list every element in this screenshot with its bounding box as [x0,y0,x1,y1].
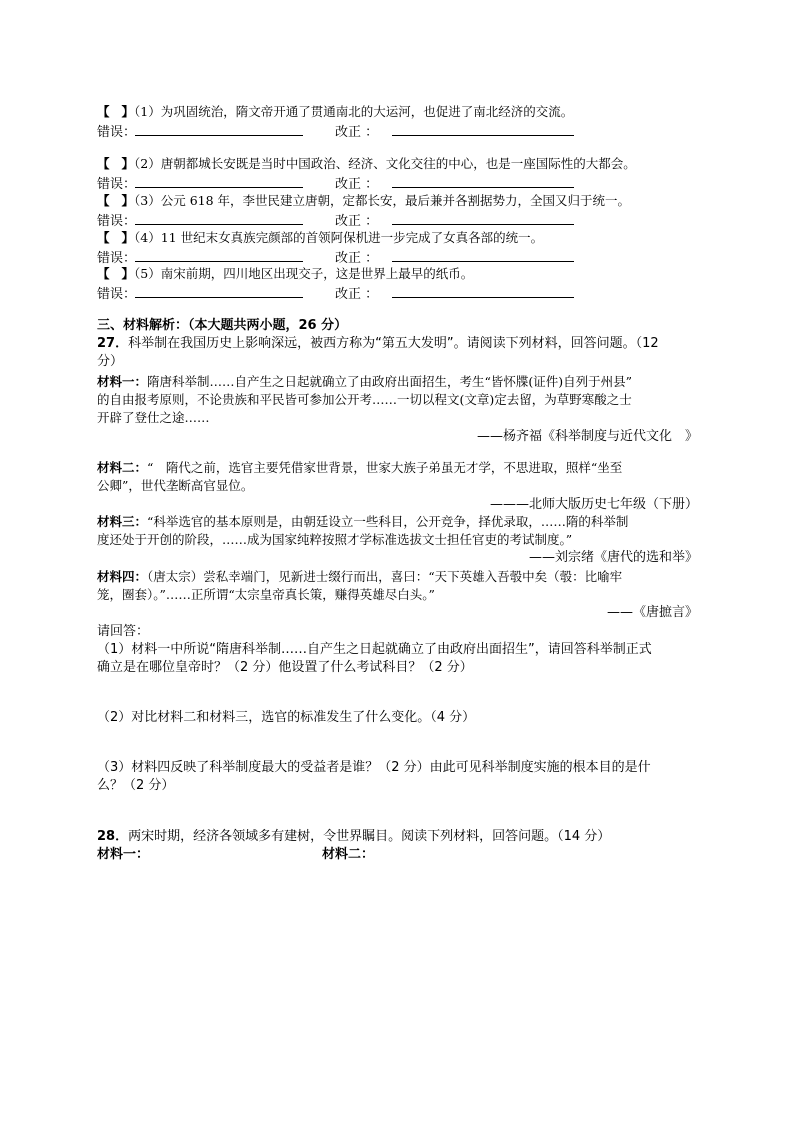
statement-text: （1）为巩固统治，隋文帝开通了贯通南北的大运河，也促进了南北经济的交流。 [134,104,574,119]
material-2-line: 公卿”，世代垄断高官显位。 [97,478,254,493]
correction-row-5 [97,283,574,304]
material-4-source: ——《唐摭言》 [606,605,698,620]
question-28-material-1-label: 材料一： [97,847,150,862]
answer-bracket-right: 】 [121,193,135,208]
material-text: 隋唐科举制……自产生之日起就确立了由政府出面招生，考生“皆怀牒(证件)自列于州县” [147,374,633,389]
answer-prompt: 请回答： [97,624,150,639]
fix-field[interactable] [392,210,574,225]
answer-bracket-right: 】 [121,104,135,119]
question-text: 科举制在我国历史上影响深远，被西方称为“第五大发明”。请阅读下列材料，回答问题。（12 [128,336,659,351]
error-label: 错误： [97,251,137,266]
material-1-source: ——杨齐福《科举制度与近代文化 》 [476,429,698,444]
material-1-line [97,373,632,391]
answer-bracket-left: 【 [97,104,110,119]
answer-bracket-right: 】 [121,230,135,245]
answer-bracket-left: 【 [97,156,110,171]
fix-label: 改正 ： [335,125,379,140]
correction-item-3 [97,192,630,210]
material-text: “科举选官的基本原则是，由朝廷设立一些科目，公开竞争，择优录取，……隋的科举制 [147,514,629,529]
correction-item-4 [97,229,543,247]
error-label: 错误： [97,214,137,229]
statement-text: （3）公元 618 年，李世民建立唐朝，定都长安，最后兼并各割据势力，全国又归于统一。 [134,193,631,208]
answer-bracket-left: 【 [97,266,110,281]
question-text: 两宋时期，经济各领域多有建树，令世界瞩目。阅读下列材料，回答问题。（14 分） [128,829,611,844]
answer-bracket-left: 【 [97,193,110,208]
answer-bracket-left: 【 [97,230,110,245]
material-2-line [97,459,622,477]
error-label: 错误： [97,287,137,302]
error-field[interactable] [135,210,303,225]
fix-label: 改正 ： [335,177,379,192]
sub-question-3: （3）材料四反映了科举制度最大的受益者是谁？（2 分）由此可见科举制度实施的根本目的是什 [97,760,651,775]
material-1-line: 开辟了登仕之途…… [97,410,210,425]
error-field[interactable] [135,247,303,262]
material-3-line: 度还处于开创的阶段，……成为国家纯粹按照才学标准选拔文士担任官吏的考试制度。” [97,532,573,547]
material-3-line [97,513,628,531]
material-4-line: 笼，圈套）。”……正所谓“太宗皇帝真长策，赚得英雄尽白头。” [97,587,435,602]
sub-question-3-cont: 么？（2 分） [97,778,175,793]
question-number: 27． [97,336,129,351]
material-3-source: ——刘宗绪《唐代的选和举》 [528,550,698,565]
correction-item-1 [97,103,573,121]
correction-item-2 [97,155,636,173]
fix-label: 改正 ： [335,214,379,229]
error-field[interactable] [135,283,303,298]
answer-bracket-right: 】 [121,266,135,281]
fix-field[interactable] [392,121,574,136]
question-28-material-2-label: 材料二： [322,847,375,862]
question-27-stem [97,335,659,353]
question-number: 28． [97,829,129,844]
error-label: 错误： [97,177,137,192]
correction-item-5 [97,265,473,283]
material-label: 材料四： [97,569,148,584]
sub-question-1-cont: 确立是在哪位皇帝时？（2 分）他设置了什么考试科目？（2 分） [97,660,473,675]
statement-text: （5）南宋前期，四川地区出现交子，这是世界上最早的纸币。 [134,266,474,281]
fix-field[interactable] [392,283,574,298]
error-field[interactable] [135,173,303,188]
error-field[interactable] [135,121,303,136]
sub-question-2: （2）对比材料二和材料三，选官的标准发生了什么变化。（4 分） [97,710,476,725]
section-heading: 三、材料解析：（本大题共两小题，26 分） [97,318,348,333]
material-4-line [97,568,622,586]
material-label: 材料一： [97,374,148,389]
fix-field[interactable] [392,173,574,188]
material-1-line: 的自由报考原则，不论贵族和平民皆可参加公开考……一切以程文(文章)定去留，为草野寒酸之士 [97,392,632,407]
question-27-stem-cont: 分） [97,354,124,369]
material-text: （唐太宗）尝私幸端门，见新进士缀行而出，喜曰：“天下英雄入吾彀中矣（彀：比喻牢 [147,569,623,584]
statement-text: （2）唐朝都城长安既是当时中国政治、经济、文化交往的中心，也是一座国际性的大都会。 [134,156,636,171]
question-28-stem [97,828,610,846]
sub-question-1: （1）材料一中所说“隋唐科举制……自产生之日起就确立了由政府出面招生”，请回答科举制正式 [97,642,652,657]
answer-bracket-right: 】 [121,156,135,171]
material-label: 材料三： [97,514,148,529]
correction-row-3 [97,210,574,231]
correction-row-2 [97,173,574,194]
material-text: “ 隋代之前，选官主要凭借家世背景，世家大族子弟虽无才学，不思进取，照样“坐至 [147,460,623,475]
fix-label: 改正 ： [335,251,379,266]
statement-text: （4）11 世纪末女真族完颜部的首领阿保机进一步完成了女真各部的统一。 [134,230,544,245]
correction-row-1 [97,121,574,142]
fix-field[interactable] [392,247,574,262]
material-2-source: ———北师大版历史七年级（下册） [489,497,698,512]
material-label: 材料二： [97,460,148,475]
error-label: 错误： [97,125,137,140]
fix-label: 改正 ： [335,287,379,302]
